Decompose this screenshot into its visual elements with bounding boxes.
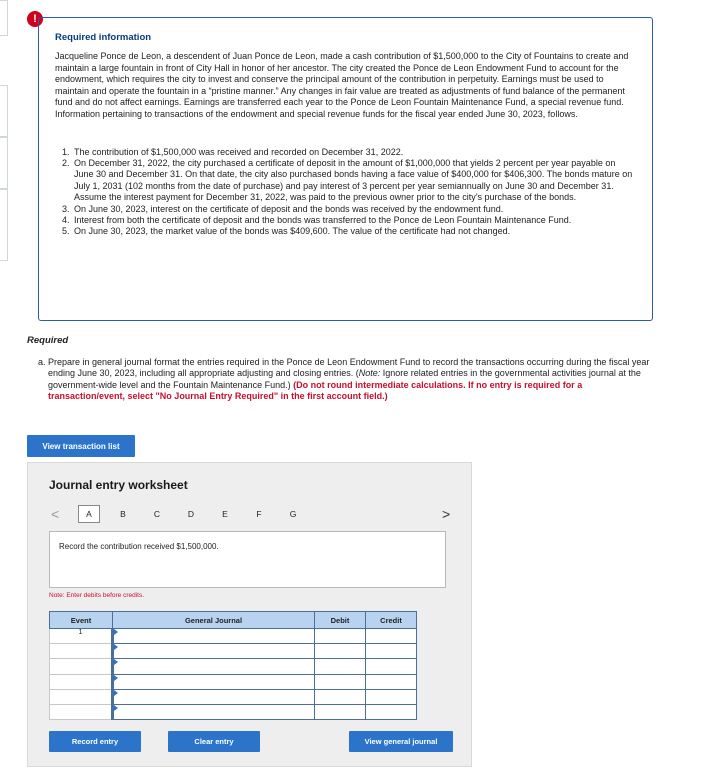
required-heading: Required — [27, 335, 69, 346]
table-row — [50, 629, 417, 644]
chevron-left-icon[interactable]: < — [51, 506, 60, 522]
tab-b[interactable]: B — [120, 509, 126, 519]
question-warning: (Do not round intermediate calculations. If no entry is required for a transaction/event, select "No Journal Entry Required" in the first account field.) — [48, 379, 583, 402]
event-cell: 1 — [50, 629, 113, 644]
worksheet-title: Journal entry worksheet — [49, 478, 188, 492]
clear-entry-button[interactable]: Clear entry — [168, 731, 260, 752]
list-item: 3. On June 30, 2023, interest on the certificate of deposit and the bonds was received by the endowment fund. — [72, 204, 636, 215]
tab-g[interactable]: G — [289, 509, 297, 519]
event-cell — [50, 659, 113, 674]
question-prefix: a. Prepare in general journal format the entries required in the Ponce de Leon Endowment Fund to record the transactions occurring during the fiscal year ending June 30, 2023, including all appropriate adjusting and closing entries. ( — [38, 357, 650, 379]
note-label: Note: — [358, 368, 381, 379]
event-cell — [50, 644, 113, 659]
table-header-row — [50, 612, 417, 629]
view-transaction-list-button[interactable]: View transaction list — [27, 435, 135, 457]
column-header-event: Event — [50, 612, 113, 629]
dropdown-indicator-icon — [114, 675, 118, 681]
account-select[interactable] — [113, 659, 315, 674]
debit-input[interactable] — [315, 689, 366, 704]
list-item: 2. On December 31, 2022, the city purchased a certificate of deposit in the amount of $1,000,000 that yields 2 percent per year payable on June 30 and December 31. On that date, the city also purchased bonds having a face value of $400,000 for $406,300. The bonds mature on July 1, 2031 (102 months from the date of purchase) and pay interest of 3 percent per year semiannually on June 30 and December 31. Assume the interest payment for December 31, 2022, was paid to the previous owner prior to the city’s purchase of the bonds. — [72, 158, 636, 204]
debit-input[interactable] — [315, 659, 366, 674]
dropdown-indicator-icon — [114, 659, 118, 665]
credit-input[interactable] — [366, 659, 417, 674]
rail-tab[interactable] — [0, 137, 8, 189]
debit-credit-note: Note: Enter debits before credits. — [49, 592, 145, 599]
account-select[interactable] — [113, 629, 315, 644]
account-select[interactable] — [113, 644, 315, 659]
info-title: Required information — [55, 32, 152, 43]
table-row — [50, 704, 417, 719]
table-row — [50, 644, 417, 659]
required-information-panel — [38, 17, 653, 321]
event-cell — [50, 689, 113, 704]
rail-tab[interactable] — [0, 85, 8, 137]
tab-d[interactable]: D — [187, 509, 195, 519]
tab-e[interactable]: E — [222, 509, 228, 519]
table-row — [50, 689, 417, 704]
info-paragraph: Jacqueline Ponce de Leon, a descendent of Juan Ponce de Leon, made a cash contribution of $1,500,000 to the City of Fountains to create and maintain a large fountain in front of City Hall in honor of her ancestor. The city created the Ponce de Leon Endowment Fund to account for the endowment, which requires the city to invest and conserve the principal amount of the contribution in perpetuity. Earnings must be used to maintain and operate the fountain in a “pristine manner.” Any changes in fair value are treated as adjustments of fund balance of the permanent fund and do not affect earnings. Earnings are transferred each year to the Ponce de Leon Fountain Maintenance Fund, a special revenue fund. Information pertaining to transactions of the endowment and special revenue funds for the fiscal year ended June 30, 2023, follows. — [55, 51, 629, 119]
tab-a[interactable]: A — [78, 505, 100, 523]
event-cell — [50, 704, 113, 719]
credit-input[interactable] — [366, 674, 417, 689]
alert-icon: ! — [27, 11, 43, 27]
credit-input[interactable] — [366, 689, 417, 704]
list-item: 1. The contribution of $1,500,000 was received and recorded on December 31, 2022. — [72, 147, 636, 158]
journal-entry-worksheet — [27, 462, 472, 767]
transaction-description: Record the contribution received $1,500,000. — [49, 531, 446, 588]
question-text — [38, 357, 653, 403]
debit-input[interactable] — [315, 629, 366, 644]
credit-input[interactable] — [366, 644, 417, 659]
tab-f[interactable]: F — [256, 509, 262, 519]
dropdown-indicator-icon — [114, 629, 118, 635]
credit-input[interactable] — [366, 704, 417, 719]
event-cell — [50, 674, 113, 689]
tab-c[interactable]: C — [153, 509, 161, 519]
dropdown-indicator-icon — [114, 690, 118, 696]
rail-tab[interactable] — [0, 189, 8, 261]
account-select[interactable] — [113, 674, 315, 689]
account-select[interactable] — [113, 704, 315, 719]
question-note: Ignore related entries in the governmental activities journal at the government-wide level and the Fountain Maintenance Fund.) — [48, 368, 641, 390]
list-item: 4. Interest from both the certificate of deposit and the bonds was transferred to the Ponce de Leon Fountain Maintenance Fund. — [72, 215, 636, 226]
column-header-debit: Debit — [315, 612, 366, 629]
account-select[interactable] — [113, 689, 315, 704]
view-general-journal-button[interactable]: View general journal — [349, 731, 453, 752]
rail-tab[interactable] — [0, 0, 8, 36]
credit-input[interactable] — [366, 629, 417, 644]
table-row — [50, 674, 417, 689]
dropdown-indicator-icon — [114, 644, 118, 650]
chevron-right-icon[interactable]: > — [442, 506, 451, 522]
debit-input[interactable] — [315, 644, 366, 659]
left-rail — [0, 0, 8, 784]
journal-table — [49, 611, 417, 720]
column-header-credit: Credit — [366, 612, 417, 629]
debit-input[interactable] — [315, 704, 366, 719]
record-entry-button[interactable]: Record entry — [49, 731, 141, 752]
table-row — [50, 659, 417, 674]
list-item: 5. On June 30, 2023, the market value of the bonds was $409,600. The value of the certificate had not changed. — [72, 226, 636, 237]
dropdown-indicator-icon — [114, 705, 118, 711]
transaction-list — [55, 147, 636, 238]
column-header-general-journal: General Journal — [113, 612, 315, 629]
debit-input[interactable] — [315, 674, 366, 689]
